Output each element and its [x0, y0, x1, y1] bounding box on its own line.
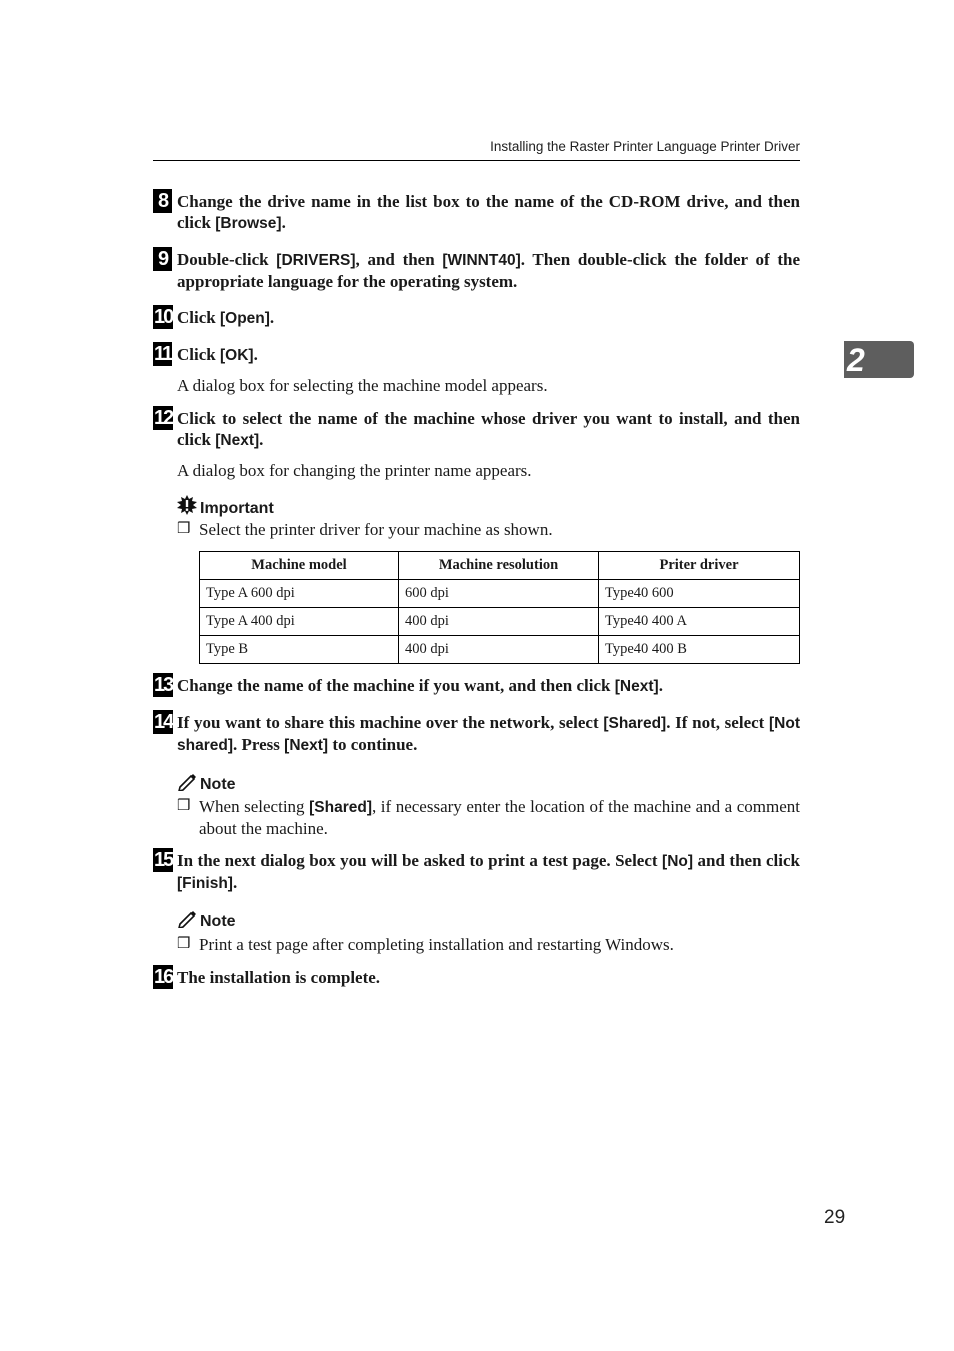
driver-table: [199, 551, 800, 664]
step-text: Click [OK].: [177, 345, 258, 364]
step-number: 12: [154, 407, 173, 429]
step-14: [153, 712, 800, 756]
running-header: [153, 138, 800, 161]
step-text: If you want to share this machine over the network, select [Shared]. If not, select [Not shared]. Press [Next] to continue.: [177, 713, 801, 754]
page-number: 29: [824, 1207, 846, 1228]
checkbox-bullet-icon: ❒: [177, 936, 191, 952]
table-cell: Type A 400 dpi: [200, 608, 399, 636]
step-text: Click to select the name of the machine whose driver you want to install, and then click [Next].: [177, 409, 800, 449]
table-row: [200, 608, 800, 636]
important-icon: [177, 495, 197, 521]
important-bullet: ❒ Select the printer driver for your machine as shown.: [177, 520, 553, 539]
table-header-row: [200, 552, 800, 580]
note-bullet: ❒ Print a test page after completing installation and restarting Windows.: [177, 935, 674, 954]
table-row: [200, 580, 800, 608]
step-9: [153, 249, 800, 292]
step-text: Change the name of the machine if you want, and then click [Next].: [177, 676, 663, 695]
step-12: [153, 408, 800, 451]
pencil-icon: [177, 910, 197, 934]
table-header-cell: Machine model: [200, 552, 399, 580]
table-cell: 600 dpi: [399, 580, 599, 608]
note-bullet: ❒ When selecting [Shared], if necessary enter the location of the machine and a comment about the machine.: [177, 797, 801, 838]
table-cell: Type A 600 dpi: [200, 580, 399, 608]
table-cell: 400 dpi: [399, 636, 599, 664]
step-11-description: A dialog box for selecting the machine model appears.: [177, 376, 548, 395]
table-cell: Type40 400 A: [599, 608, 800, 636]
step-number: 10: [154, 306, 173, 328]
pencil-icon: [177, 773, 197, 797]
note-label: Note: [177, 773, 236, 797]
step-number: 8: [153, 189, 172, 213]
important-label: Important: [177, 495, 274, 521]
chapter-tab: [844, 341, 914, 378]
table-header-cell: Machine resolution: [399, 552, 599, 580]
note-label: Note: [177, 910, 236, 934]
table-cell: Type B: [200, 636, 399, 664]
step-16: [153, 967, 800, 988]
table-cell: Type40 600: [599, 580, 800, 608]
step-text: Click [Open].: [177, 308, 275, 327]
step-text: The installation is complete.: [177, 968, 381, 987]
table-row: [200, 636, 800, 664]
table-cell: 400 dpi: [399, 608, 599, 636]
step-number: 11: [154, 343, 172, 365]
step-10: [153, 307, 800, 329]
checkbox-bullet-icon: ❒: [177, 521, 191, 537]
chapter-number: 2: [847, 342, 865, 378]
step-number: 13: [154, 674, 173, 696]
table-header-cell: Priter driver: [599, 552, 800, 580]
step-11: [153, 344, 800, 366]
step-number: 15: [154, 849, 173, 871]
step-text: In the next dialog box you will be asked to print a test page. Select [No] and then click [Finish].: [177, 851, 800, 892]
step-number: 14: [154, 711, 173, 733]
checkbox-bullet-icon: ❒: [177, 798, 191, 814]
step-13: [153, 675, 800, 697]
step-12-description: A dialog box for changing the printer name appears.: [177, 461, 532, 480]
step-text: Double-click [DRIVERS], and then [WINNT40]. Then double-click the folder of the appropriate language for the operating system.: [177, 250, 800, 291]
step-text: Change the drive name in the list box to the name of the CD-ROM drive, and then click [Browse].: [177, 192, 800, 232]
step-8: [153, 191, 800, 234]
header-title: Installing the Raster Printer Language Printer Driver: [490, 139, 800, 154]
table-cell: Type40 400 B: [599, 636, 800, 664]
step-number: 16: [154, 966, 173, 988]
step-number: 9: [153, 247, 172, 271]
step-15: [153, 850, 800, 894]
